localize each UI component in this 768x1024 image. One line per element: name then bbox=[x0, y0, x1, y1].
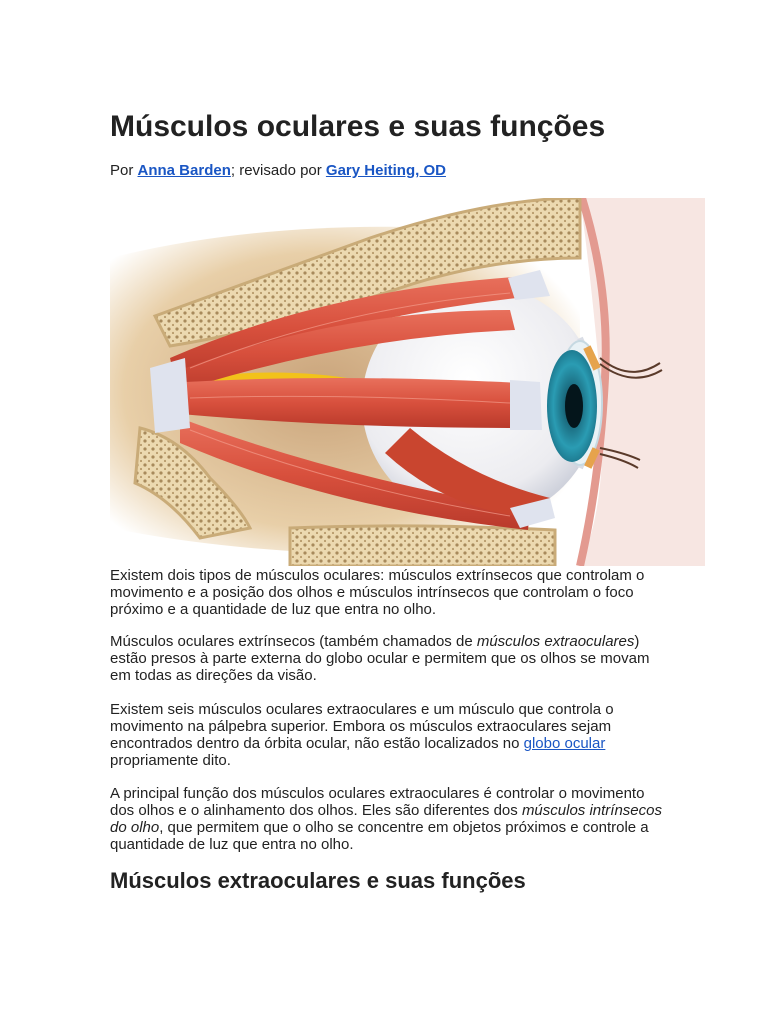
reviewer-link[interactable]: Gary Heiting, OD bbox=[325, 162, 446, 179]
intro-paragraph: Existem dois tipos de músculos oculares: músculos extrínsecos que controlam o movimento e a posição dos olhos e músculos intrínsecos que controlam o foco próximo e a quantidade de luz que entra no olho. bbox=[110, 567, 645, 618]
p4-emphasis: músculos intrínsecos do olho bbox=[110, 802, 662, 836]
p4-text-after: , que permitem que o olho se concentre em objetos próximos e controle a quantidade de luz que entra no olho. bbox=[110, 819, 649, 853]
p4-text-before: A principal função dos músculos oculares extraoculares é controlar o movimento dos olhos e o alinhamento dos olhos. Eles são diferentes dos bbox=[110, 785, 645, 819]
p3-text-after: propriamente dito. bbox=[110, 752, 231, 769]
author-link[interactable]: Anna Barden bbox=[137, 162, 231, 179]
function-paragraph bbox=[110, 785, 670, 853]
p2-emphasis: músculos extraoculares bbox=[476, 633, 635, 650]
byline bbox=[110, 162, 446, 179]
eye-anatomy-image bbox=[110, 198, 705, 566]
p2-text-after: ) estão presos à parte externa do globo ocular e permitem que os olhos se movam em todas as direções da visão. bbox=[110, 633, 650, 684]
globo-ocular-link[interactable]: globo ocular bbox=[523, 735, 606, 752]
p3-text-before: Existem seis músculos oculares extraoculares e um músculo que controla o movimento na pálpebra superior. Embora os músculos extraoculares sejam encontrados dentro da órbita ocular, não estão localizados no bbox=[110, 701, 614, 752]
section-heading: Músculos extraoculares e suas funções bbox=[110, 868, 526, 893]
eye-muscles-illustration bbox=[110, 198, 705, 566]
page-title: Músculos oculares e suas funções bbox=[110, 110, 606, 143]
byline-middle: ; revisado por bbox=[230, 162, 326, 179]
p2-text-before: Músculos oculares extrínsecos (também chamados de bbox=[110, 633, 477, 650]
byline-prefix: Por bbox=[110, 162, 138, 179]
six-muscles-paragraph bbox=[110, 701, 670, 769]
extrinsic-paragraph bbox=[110, 633, 670, 684]
